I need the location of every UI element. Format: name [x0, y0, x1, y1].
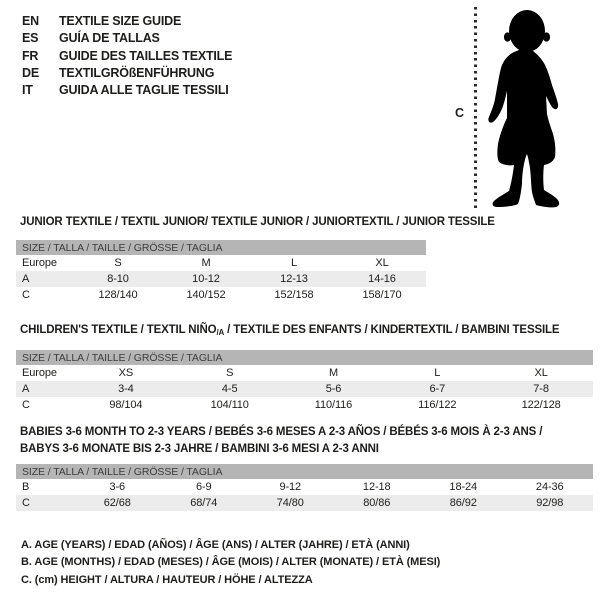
- footnotes: [21, 537, 440, 589]
- junior-size-table: [16, 240, 426, 303]
- language-code: DE: [22, 65, 39, 80]
- size-value: 24-36: [535, 481, 564, 493]
- size-value: 74/80: [247, 495, 334, 511]
- row-label: C: [22, 399, 30, 411]
- section-title-text: / TEXTILE DES ENFANTS / KINDERTEXTIL / BAMBINI TESSILE: [224, 324, 560, 336]
- size-value: 8-10: [74, 271, 162, 287]
- size-value: 5-6: [282, 381, 386, 397]
- language-code: ES: [22, 31, 39, 46]
- size-data-row: [16, 479, 593, 495]
- size-column-header: XL: [375, 257, 389, 269]
- height-measure-label: C: [455, 106, 465, 120]
- row-label: A: [16, 271, 74, 287]
- region-header: Europe: [22, 257, 57, 269]
- size-data-row: [16, 495, 593, 511]
- size-column-header: M: [201, 257, 211, 269]
- size-band-row: [16, 464, 593, 479]
- size-value: 122/128: [521, 399, 561, 411]
- language-title: TEXTILGRÖßENFÜHRUNG: [59, 65, 215, 80]
- language-row: [22, 48, 232, 65]
- size-data-row: [16, 287, 426, 303]
- section-title-line: JUNIOR TEXTILE / TEXTIL JUNIOR/ TEXTILE JUNIOR / JUNIORTEXTIL / JUNIOR TESSILE: [20, 216, 495, 228]
- babies-textile-section: [16, 424, 593, 511]
- row-label: B: [22, 481, 30, 493]
- size-band-row: [16, 240, 426, 255]
- size-value: 104/110: [210, 399, 249, 411]
- size-value: 12-13: [250, 271, 338, 287]
- size-band-row: [16, 350, 593, 365]
- section-title-line: BABIES 3-6 MONTH TO 2-3 YEARS / BEBÉS 3-6 MESES A 2-3 AÑOS / BÉBÉS 3-6 MOIS À 2-3 ANS /: [20, 426, 543, 438]
- size-value: 140/152: [186, 289, 226, 301]
- size-value: 18-24: [449, 481, 478, 493]
- footnote-line: B. AGE (MONTHS) / EDAD (MESES) / ÂGE (MOIS) / ALTER (MONATE) / ETÀ (MESI): [21, 556, 441, 569]
- size-value: 116/122: [418, 399, 457, 411]
- language-title: TEXTILE SIZE GUIDE: [59, 14, 182, 28]
- language-row: [22, 30, 232, 47]
- language-title: GUÍA DE TALLAS: [59, 31, 160, 46]
- size-value: 6-9: [195, 481, 212, 493]
- children-textile-section: [16, 323, 593, 413]
- section-title-text: CHILDREN'S TEXTILE / TEXTIL NIÑO: [20, 324, 217, 336]
- size-value: 110/116: [314, 399, 353, 411]
- row-label: C: [16, 495, 74, 511]
- size-value: 4-5: [178, 381, 282, 397]
- size-band-label: SIZE / TALLA / TAILLE / GRÖSSE / TAGLIA: [16, 464, 593, 479]
- size-value: 9-12: [279, 481, 302, 493]
- row-label: A: [16, 381, 74, 397]
- size-column-header: M: [328, 367, 339, 379]
- size-value: 86/92: [420, 495, 507, 511]
- babies-size-table: [16, 464, 593, 511]
- size-value: 14-16: [338, 271, 426, 287]
- size-value: 128/140: [98, 289, 138, 301]
- children-textile-title: [20, 323, 593, 340]
- footnote-line: C. (cm) HEIGHT / ALTURA / HAUTEUR / HÖHE / ALTEZZA: [21, 573, 313, 586]
- footnote-line: A. AGE (YEARS) / EDAD (AÑOS) / ÂGE (ANS) / ALTER (JAHRE) / ETÀ (ANNI): [21, 539, 410, 551]
- size-value: 6-7: [385, 381, 489, 397]
- size-value: 7-8: [489, 381, 593, 397]
- size-value: 152/158: [274, 289, 314, 301]
- size-value: 10-12: [162, 271, 250, 287]
- size-column-header: L: [434, 367, 441, 379]
- size-value: 3-4: [74, 381, 178, 397]
- size-band-label: SIZE / TALLA / TAILLE / GRÖSSE / TAGLIA: [16, 350, 593, 365]
- size-column-header: XS: [118, 367, 134, 379]
- language-title: GUIDE DES TAILLES TEXTILE: [59, 48, 233, 63]
- size-band-label: SIZE / TALLA / TAILLE / GRÖSSE / TAGLIA: [16, 240, 426, 255]
- size-column-header: L: [290, 257, 298, 269]
- size-value: 80/86: [334, 495, 421, 511]
- size-column-header: XL: [534, 367, 548, 379]
- size-value: 12-18: [362, 481, 391, 493]
- language-row: [22, 13, 232, 30]
- toddler-silhouette-image: [481, 6, 573, 210]
- size-value: 158/170: [362, 289, 402, 301]
- size-value: 98/104: [109, 399, 143, 411]
- babies-textile-title: [20, 424, 593, 457]
- size-data-row: [16, 397, 593, 413]
- size-value: 92/98: [507, 495, 594, 511]
- size-column-header: S: [226, 367, 234, 379]
- junior-textile-section: [16, 215, 495, 303]
- row-label: C: [22, 289, 30, 301]
- size-value: 3-6: [109, 481, 126, 493]
- region-header: Europe: [22, 367, 57, 379]
- language-code: IT: [22, 83, 33, 98]
- column-header-row: [16, 255, 426, 271]
- children-size-table: [16, 350, 593, 413]
- language-list: [22, 13, 232, 99]
- height-measure-dotted-line: [474, 7, 477, 209]
- junior-textile-title: [20, 215, 495, 229]
- size-value: 62/68: [74, 495, 161, 511]
- section-title-line: BABYS 3-6 MONATE BIS 2-3 JAHRE / BAMBINI 3-6 MESI A 2-3 ANNI: [20, 442, 379, 455]
- language-code: FR: [22, 48, 39, 63]
- size-column-header: S: [114, 257, 122, 269]
- language-row: [22, 65, 232, 82]
- section-title-subscript: /A: [216, 328, 225, 337]
- size-data-row: [16, 271, 426, 287]
- language-title: GUIDA ALLE TAGLIE TESSILI: [59, 83, 229, 98]
- size-value: 68/74: [161, 495, 248, 511]
- language-code: EN: [22, 14, 39, 28]
- size-data-row: [16, 381, 593, 397]
- column-header-row: [16, 365, 593, 381]
- language-row: [22, 82, 232, 99]
